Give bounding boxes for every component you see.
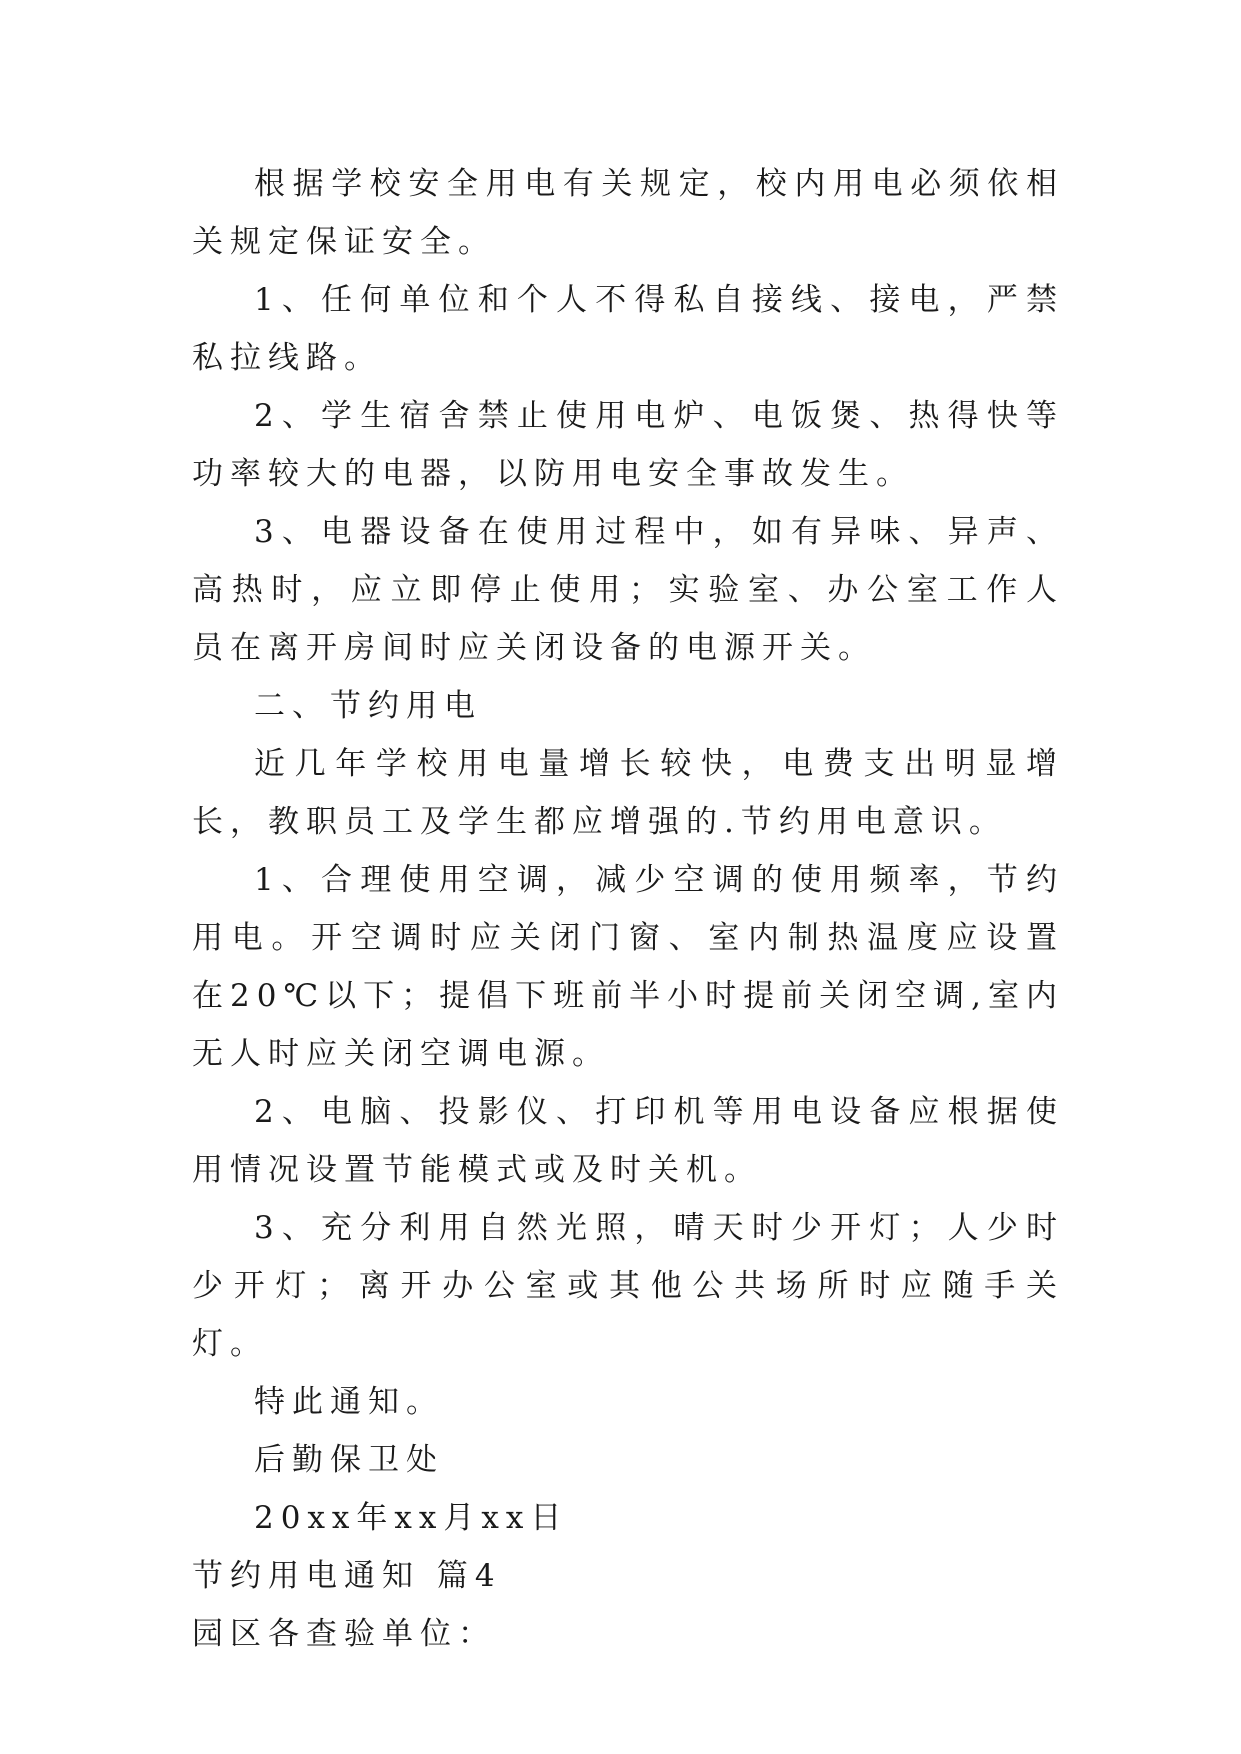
- paragraph-save-3: 3、充分利用自然光照，晴天时少开灯；人少时少开灯；离开办公室或其他公共场所时应随手关灯。: [192, 1210, 1064, 1362]
- paragraph-rule-2: 2、学生宿舍禁止使用电炉、电饭煲、热得快等功率较大的电器，以防用电安全事故发生。: [192, 398, 1064, 492]
- next-section-title: 节约用电通知 篇4: [192, 1558, 502, 1594]
- section-heading-save-power: 二、节约用电: [254, 688, 482, 724]
- paragraph-save-2: 2、电脑、投影仪、打印机等用电设备应根据使用情况设置节能模式或及时关机。: [192, 1094, 1064, 1188]
- next-section-salutation: 园区各查验单位：: [192, 1616, 496, 1652]
- paragraph-save-1: 1、合理使用空调，减少空调的使用频率，节约用电。开空调时应关闭门窗、室内制热温度应设置在20℃以下；提倡下班前半小时提前关闭空调,室内无人时应关闭空调电源。: [192, 862, 1064, 1072]
- document-body: [192, 155, 1064, 1663]
- signature-date: 20xx年xx月xx日: [254, 1500, 569, 1536]
- paragraph-rule-3: 3、电器设备在使用过程中，如有异味、异声、高热时，应立即停止使用；实验室、办公室工作人员在离开房间时应关闭设备的电源开关。: [192, 514, 1064, 666]
- paragraph-rule-1: 1、任何单位和个人不得私自接线、接电，严禁私拉线路。: [192, 282, 1064, 376]
- closing-notice: 特此通知。: [254, 1384, 444, 1420]
- signature-department: 后勤保卫处: [254, 1442, 444, 1478]
- paragraph-save-intro: 近几年学校用电量增长较快，电费支出明显增长，教职员工及学生都应增强的.节约用电意识。: [192, 746, 1064, 840]
- paragraph-intro: 根据学校安全用电有关规定，校内用电必须依相关规定保证安全。: [192, 166, 1064, 260]
